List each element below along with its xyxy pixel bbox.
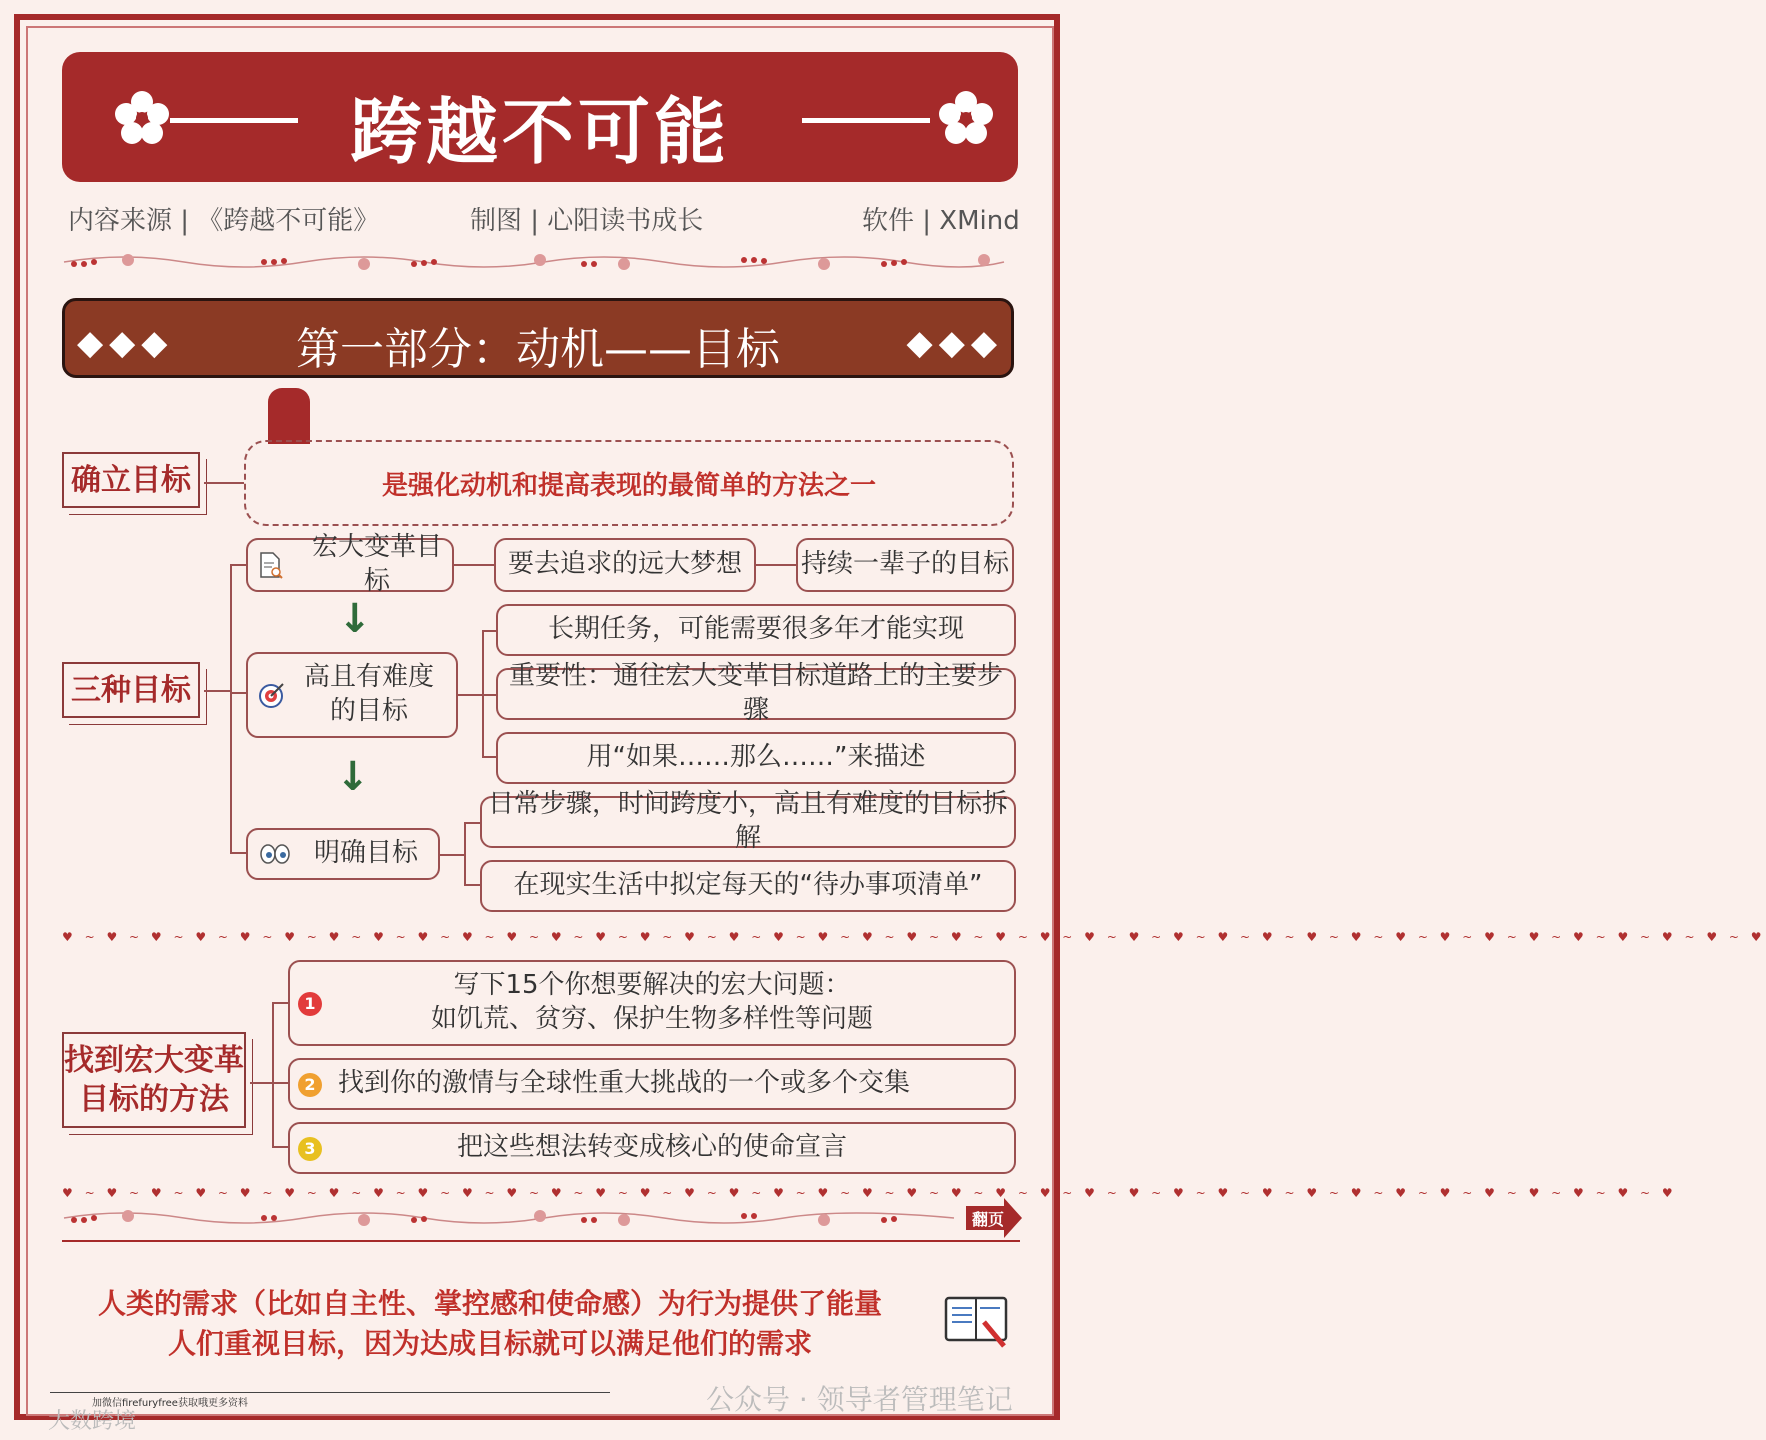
method-step-1 [288, 960, 1016, 1046]
connector [482, 756, 496, 758]
clear-goal-title: 明确目标 [314, 838, 419, 869]
hard-goal-title: 高且有难度 的目标 [304, 662, 435, 726]
decorative-vine [64, 1208, 954, 1228]
find-method-label: 找到宏大变革 目标的方法 [62, 1032, 246, 1128]
connector [230, 692, 246, 694]
next-page-label: 翻页 [972, 1210, 1005, 1229]
method-step-text: 把这些想法转变成核心的使命宣言 [456, 1132, 847, 1163]
grand-goal-box [246, 532, 454, 596]
clear-goal-box [246, 828, 440, 880]
connector [482, 694, 496, 696]
divider-line [62, 1240, 1020, 1242]
method-step-text: 写下15个你想要解决的宏大问题： 如饥荒、贫穷、保护生物多样性等问题 [430, 970, 873, 1034]
watermark-small: 加微信firefuryfree获取哦更多资料 [92, 1398, 248, 1409]
goal-setting-label: 确立目标 [62, 452, 200, 508]
down-arrow-icon: ↓ [336, 754, 370, 800]
footer-line-2: 人们重视目标，因为达成目标就可以满足他们的需求 [167, 1327, 812, 1360]
section-header [62, 298, 1014, 378]
hard-goal-detail: 长期任务，可能需要很多年才能实现 [496, 604, 1016, 656]
three-goals-label: 三种目标 [62, 662, 200, 718]
eyes-icon [260, 844, 290, 864]
section-title: 第一部分：动机——目标 [296, 324, 780, 375]
flower-icon [936, 88, 996, 148]
connector [454, 564, 494, 566]
diamonds-right: ◆◆◆ [906, 323, 1003, 363]
method-step-text: 找到你的激情与全球性重大挑战的一个或多个交集 [338, 1068, 911, 1099]
next-page-button[interactable] [966, 1198, 1022, 1238]
connector [756, 564, 796, 566]
title-line-right [802, 118, 930, 123]
grand-goal-title: 宏大变革目标 [311, 532, 442, 596]
hard-goal-detail: 重要性：通往宏大变革目标道路上的主要步骤 [496, 668, 1016, 720]
connector [464, 884, 480, 886]
target-icon [258, 681, 286, 709]
connector [272, 1002, 288, 1004]
heart-divider: ♥ ~ ♥ ~ ♥ ~ ♥ ~ ♥ ~ ♥ ~ ♥ ~ ♥ ~ ♥ ~ ♥ ~ ♥ ~ ♥ ~ ♥ ~ ♥ ~ ♥ ~ ♥ ~ ♥ ~ ♥ ~ ♥ ~ ♥ ~ ♥ ~ ♥ ~ ♥ ~ ♥ ~ ♥ ~ ♥ ~ ♥ ~ ♥ ~ ♥ ~ ♥ ~ ♥ ~ ♥ ~ ♥ ~ ♥ ~ ♥ ~ ♥ ~ ♥ [62, 1186, 1677, 1200]
author-text: 制图 | 心阳读书成长 [470, 206, 704, 236]
connector [464, 822, 480, 824]
connector [482, 630, 496, 632]
source-text: 内容来源 | 《跨越不可能》 [68, 206, 380, 236]
connector [440, 854, 464, 856]
grand-goal-detail: 要去追求的远大梦想 [494, 538, 756, 592]
connector [204, 482, 244, 484]
bookmark-tab [268, 388, 310, 444]
footer-line-1: 人类的需求（比如自主性、掌控感和使命感）为行为提供了能量 [97, 1287, 882, 1320]
number-badge: 2 [298, 1073, 322, 1097]
watermark-right: 公众号 · 领导者管理笔记 [706, 1383, 1013, 1416]
watermark-left: 大数跨境 [48, 1409, 137, 1434]
connector [230, 564, 246, 566]
decorative-vine [64, 252, 1004, 272]
method-step-2 [288, 1058, 1016, 1110]
connector [272, 1146, 288, 1148]
number-badge: 3 [298, 1137, 322, 1161]
divider-line [50, 1392, 610, 1393]
down-arrow-icon: ↓ [338, 596, 372, 642]
number-badge: 1 [298, 992, 322, 1016]
connector-vertical [272, 1002, 274, 1148]
document-search-icon [258, 551, 284, 579]
goal-setting-desc: 是强化动机和提高表现的最简单的方法之一 [244, 440, 1014, 526]
software-text: 软件 | XMind [862, 206, 1020, 236]
connector [250, 1082, 272, 1084]
clear-goal-detail: 日常步骤，时间跨度小，高且有难度的目标拆解 [480, 796, 1016, 848]
connector [204, 690, 230, 692]
grand-goal-detail: 持续一辈子的目标 [796, 538, 1014, 592]
clear-goal-detail: 在现实生活中拟定每天的“待办事项清单” [480, 860, 1016, 912]
page-title: 跨越不可能 [349, 90, 730, 174]
hard-goal-box [246, 652, 458, 738]
book-pen-icon [944, 1292, 1010, 1350]
heart-divider: ♥ ~ ♥ ~ ♥ ~ ♥ ~ ♥ ~ ♥ ~ ♥ ~ ♥ ~ ♥ ~ ♥ ~ ♥ ~ ♥ ~ ♥ ~ ♥ ~ ♥ ~ ♥ ~ ♥ ~ ♥ ~ ♥ ~ ♥ ~ ♥ ~ ♥ ~ ♥ ~ ♥ ~ ♥ ~ ♥ ~ ♥ ~ ♥ ~ ♥ ~ ♥ ~ ♥ ~ ♥ ~ ♥ ~ ♥ ~ ♥ ~ ♥ ~ ♥ ~ ♥ ~ ♥ [62, 930, 1766, 944]
method-step-3 [288, 1122, 1016, 1174]
title-banner [62, 52, 1018, 182]
hard-goal-detail: 用“如果……那么……”来描述 [496, 732, 1016, 784]
connector [458, 694, 482, 696]
connector-vertical [464, 822, 466, 886]
connector-vertical [230, 564, 232, 854]
connector [230, 852, 246, 854]
connector [272, 1082, 288, 1084]
diamonds-left: ◆◆◆ [77, 323, 174, 363]
